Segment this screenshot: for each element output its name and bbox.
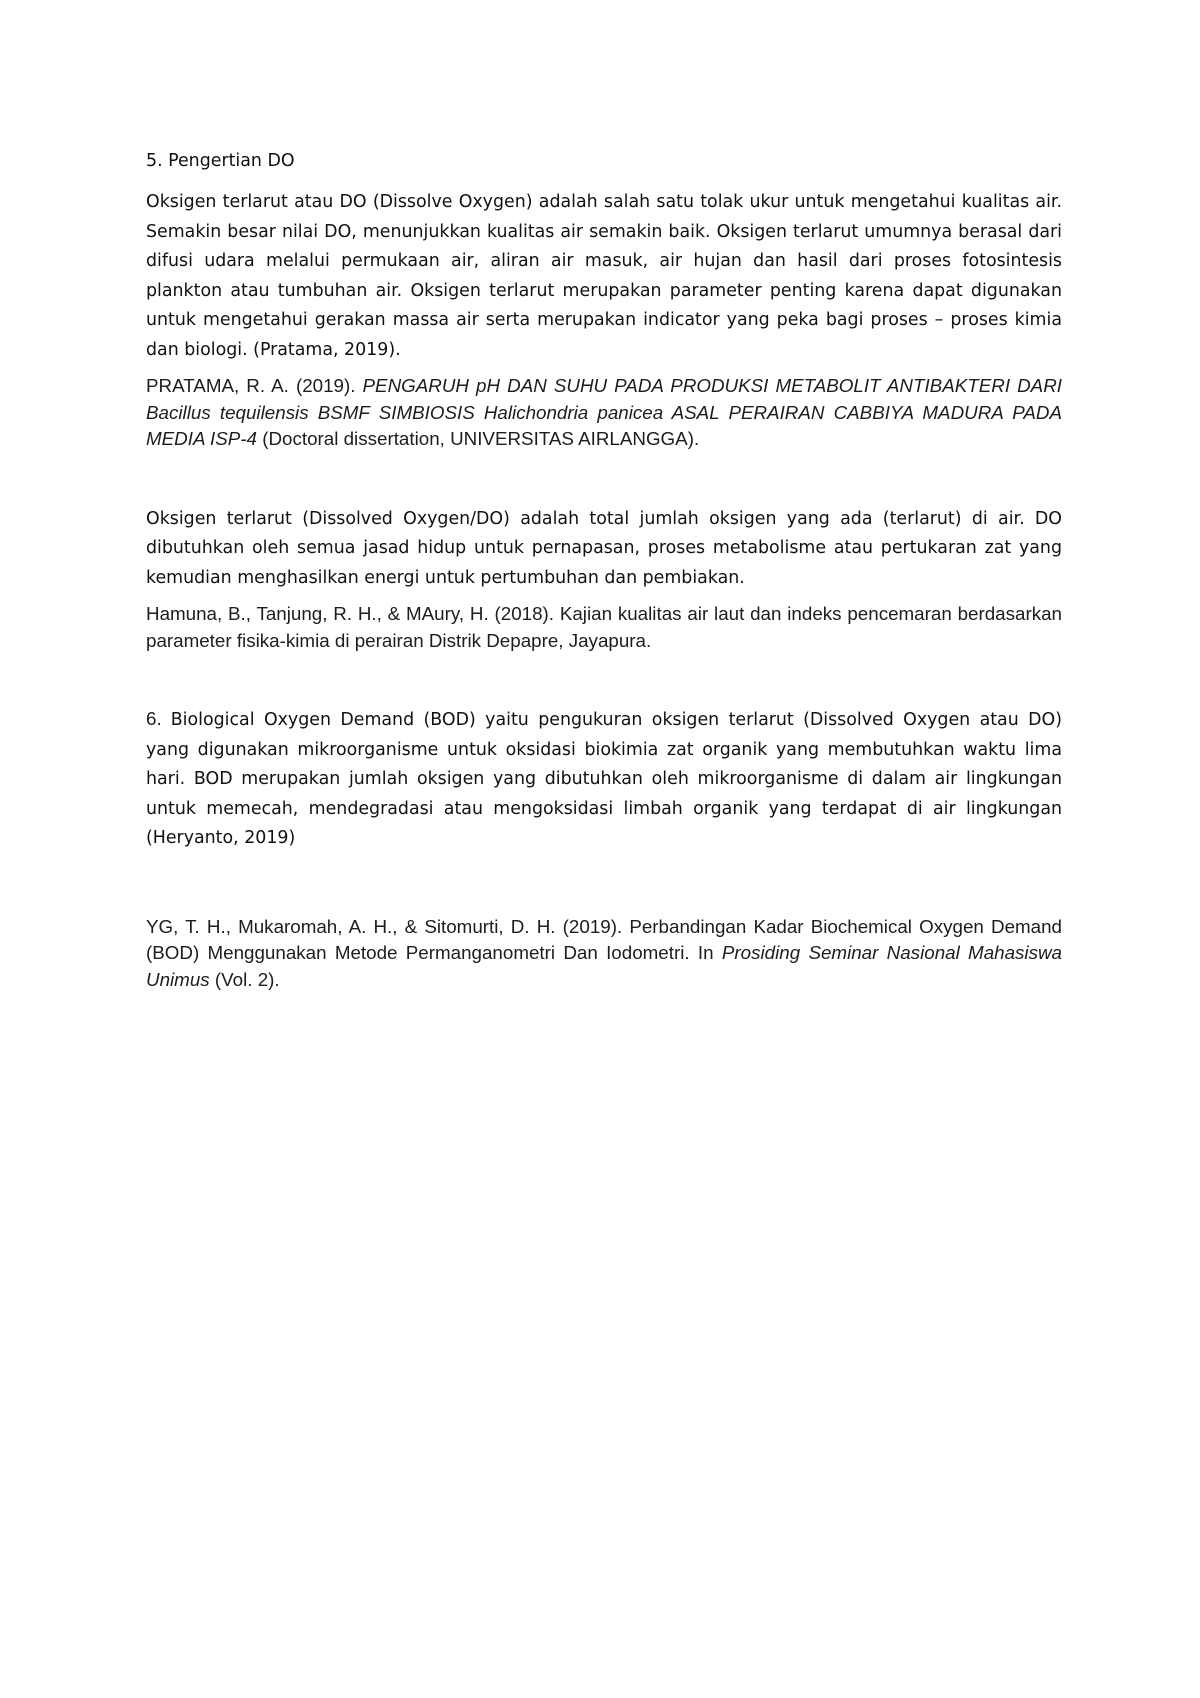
yg-reference	[146, 914, 1062, 994]
pratama-reference-authors: PRATAMA, R. A. (2019).	[146, 375, 363, 396]
pratama-reference	[146, 373, 1062, 453]
hamuna-reference: Hamuna, B., Tanjung, R. H., & MAury, H. (2018). Kajian kualitas air laut dan indeks pencemaran berdasarkan parameter fisika-kimia di perairan Distrik Depapre, Jayapura.	[146, 603, 1062, 651]
yg-reference-authors: YG, T. H., Mukaromah, A. H., & Sitomurti, D. H. (2019). Perbandingan Kadar Biochemical Oxygen Demand (BOD) Menggunakan Metode Permanganometri Dan Iodometri. In	[146, 915, 1062, 963]
do-paragraph: Oksigen terlarut atau DO (Dissolve Oxygen) adalah salah satu tolak ukur untuk mengetahui kualitas air. Semakin besar nilai DO, menunjukkan kualitas air semakin baik. Oksigen terlarut umumnya berasal dari difusi udara melalui permukaan air, aliran air masuk, air hujan dan hasil dari proses fotosintesis plankton atau tumbuhan air. Oksigen terlarut merupakan parameter penting karena dapat digunakan untuk mengetahui gerakan massa air serta merupakan indicator yang peka bagi proses – proses kimia dan biologi. (Pratama, 2019).	[146, 192, 1062, 360]
yg-reference-source: Prosiding Seminar Nasional Mahasiswa Unimus	[146, 942, 1062, 990]
section-5-heading: 5. Pengertian DO	[146, 151, 295, 171]
document-body	[146, 148, 1062, 993]
pratama-reference-rest: (Doctoral dissertation, UNIVERSITAS AIRLANGGA).	[256, 428, 700, 449]
pratama-reference-title: PENGARUH pH DAN SUHU PADA PRODUKSI METABOLIT ANTIBAKTERI DARI Bacillus tequilensis BSMF SIMBIOSIS Halichondria panicea ASAL PERAIRAN CABBIYA MADURA PADA MEDIA ISP-4	[146, 375, 1062, 449]
bod-paragraph-text: Biological Oxygen Demand (BOD) yaitu pengukuran oksigen terlarut (Dissolved Oxygen atau DO) yang digunakan mikroorganisme untuk oksidasi biokimia zat organik yang membutuhkan waktu lima hari. BOD merupakan jumlah oksigen yang dibutuhkan oleh mikroorganisme di dalam air lingkungan untuk memecah, mendegradasi atau mengoksidasi limbah organik yang terdapat di air lingkungan (Heryanto, 2019)	[146, 710, 1062, 848]
bod-paragraph	[146, 706, 1062, 854]
section-6-number: 6.	[146, 708, 171, 729]
yg-reference-rest: (Vol. 2).	[209, 968, 280, 990]
dissolved-oxygen-paragraph: Oksigen terlarut (Dissolved Oxygen/DO) adalah total jumlah oksigen yang ada (terlarut) di air. DO dibutuhkan oleh semua jasad hidup untuk pernapasan, proses metabolisme atau pertukaran zat yang kemudian menghasilkan energi untuk pertumbuhan dan pembiakan.	[146, 508, 1062, 588]
